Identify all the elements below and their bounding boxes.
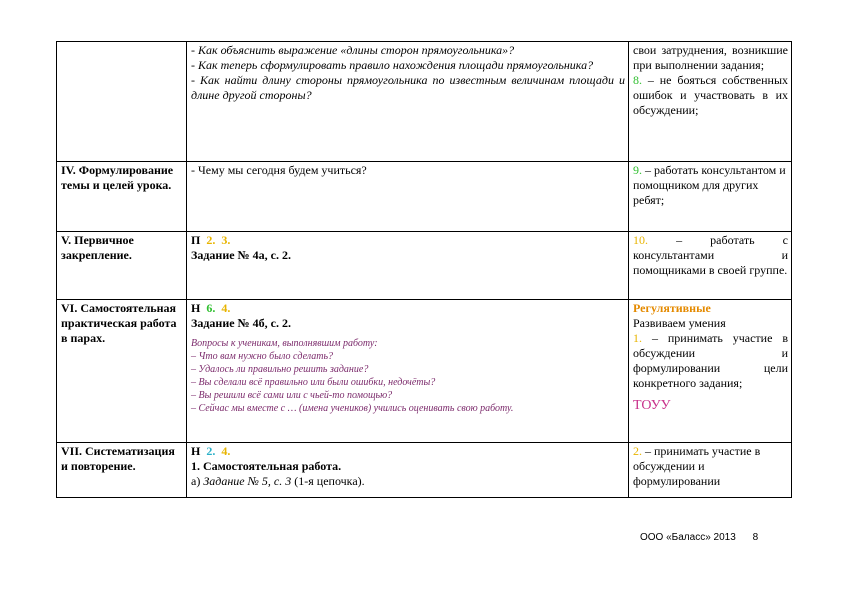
uud-text: – работать консультантом и помощником для других ребят; — [633, 163, 786, 207]
task-prefix: а) — [191, 474, 201, 488]
uud-cell — [629, 232, 792, 300]
level-letter: Н — [191, 444, 201, 458]
uud-cell — [629, 162, 792, 232]
content-cell — [187, 443, 629, 498]
uud-subheading: Развиваем умения — [633, 316, 726, 330]
publisher-text: ООО «Баласс» 2013 — [640, 532, 736, 543]
uud-number: 10. — [633, 233, 648, 247]
uud-text: свои затруднения, возникшие при выполнении задания; — [633, 43, 788, 72]
stage-cell — [57, 443, 187, 498]
uud-text: – принимать участие в обсуждении и формулировании — [633, 444, 761, 488]
task-number-2: 3. — [221, 233, 231, 247]
table-row — [57, 232, 792, 300]
task-number-2: 4. — [221, 444, 231, 458]
stage-cell — [57, 42, 187, 162]
question-line: - Как объяснить выражение «длины сторон прямоугольника»? — [191, 43, 515, 57]
uud-number: 2. — [633, 444, 642, 458]
task-number-1: 2. — [206, 444, 216, 458]
stage-title: VII. Систематизация и повторение. — [61, 444, 175, 473]
page-number: 8 — [752, 532, 759, 543]
uud-number: 9. — [633, 163, 642, 177]
content-text: - Чему мы сегодня будем учиться? — [191, 163, 367, 177]
table-row — [57, 42, 792, 162]
stage-title: IV. Формулирование темы и целей урока. — [61, 163, 174, 192]
question-line: – Вы сделали всё правильно или были ошибки, недочёты? — [191, 377, 436, 388]
stage-title: VI. Самостоятельная практическая работа в парах. — [61, 301, 177, 345]
task-suffix: (1-я цепочка). — [294, 474, 365, 488]
question-line: – Вы решили всё сами или с чьей-то помощью? — [191, 390, 393, 401]
uud-number: 1. — [633, 331, 642, 345]
level-letter: П — [191, 233, 201, 247]
question-line: – Сейчас мы вместе с … (имена учеников) учились оценивать свою работу. — [191, 403, 514, 414]
uud-text: – не бояться собственных ошибок и участвовать в их обсуждении; — [633, 73, 789, 117]
uud-cell — [629, 300, 792, 443]
task-ref: Задание № 5, с. 3 — [203, 474, 292, 488]
lesson-plan-table — [56, 41, 792, 498]
stage-cell — [57, 232, 187, 300]
uud-heading: Регулятивные — [633, 301, 711, 315]
stage-cell — [57, 162, 187, 232]
content-cell — [187, 42, 629, 162]
content-cell — [187, 162, 629, 232]
level-letter: Н — [191, 301, 201, 315]
uud-note: ТОУУ — [633, 398, 671, 413]
questions-title: Вопросы к ученикам, выполнявшим работу: — [191, 338, 378, 349]
uud-number: 8. — [633, 73, 642, 87]
content-cell — [187, 232, 629, 300]
task-ref: Задание № 4б, с. 2. — [191, 316, 291, 330]
task-number-1: 2. — [206, 233, 216, 247]
task-number-2: 4. — [221, 301, 231, 315]
task-number-1: 6. — [206, 301, 216, 315]
stage-cell — [57, 300, 187, 443]
uud-text: – работать с консультантами и помощниками в своей группе. — [633, 233, 788, 277]
task-ref: Задание № 4а, с. 2. — [191, 248, 291, 262]
uud-text: – принимать участие в обсуждении и формулировании цели конкретного задания; — [633, 331, 789, 390]
page-footer — [640, 532, 758, 543]
uud-cell — [629, 42, 792, 162]
table-row — [57, 443, 792, 498]
content-cell — [187, 300, 629, 443]
table-row — [57, 162, 792, 232]
uud-cell — [629, 443, 792, 498]
section-heading: 1. Самостоятельная работа. — [191, 459, 342, 473]
stage-title: V. Первичное закрепление. — [61, 233, 134, 262]
question-line: – Что вам нужно было сделать? — [191, 351, 334, 362]
question-line: - Как теперь сформулировать правило нахождения площади прямоугольника? — [191, 58, 594, 72]
table-row — [57, 300, 792, 443]
question-line: - Как найти длину стороны прямоугольника по известным величинам площади и длине другой стороны? — [191, 73, 625, 102]
question-line: – Удалось ли правильно решить задание? — [191, 364, 369, 375]
